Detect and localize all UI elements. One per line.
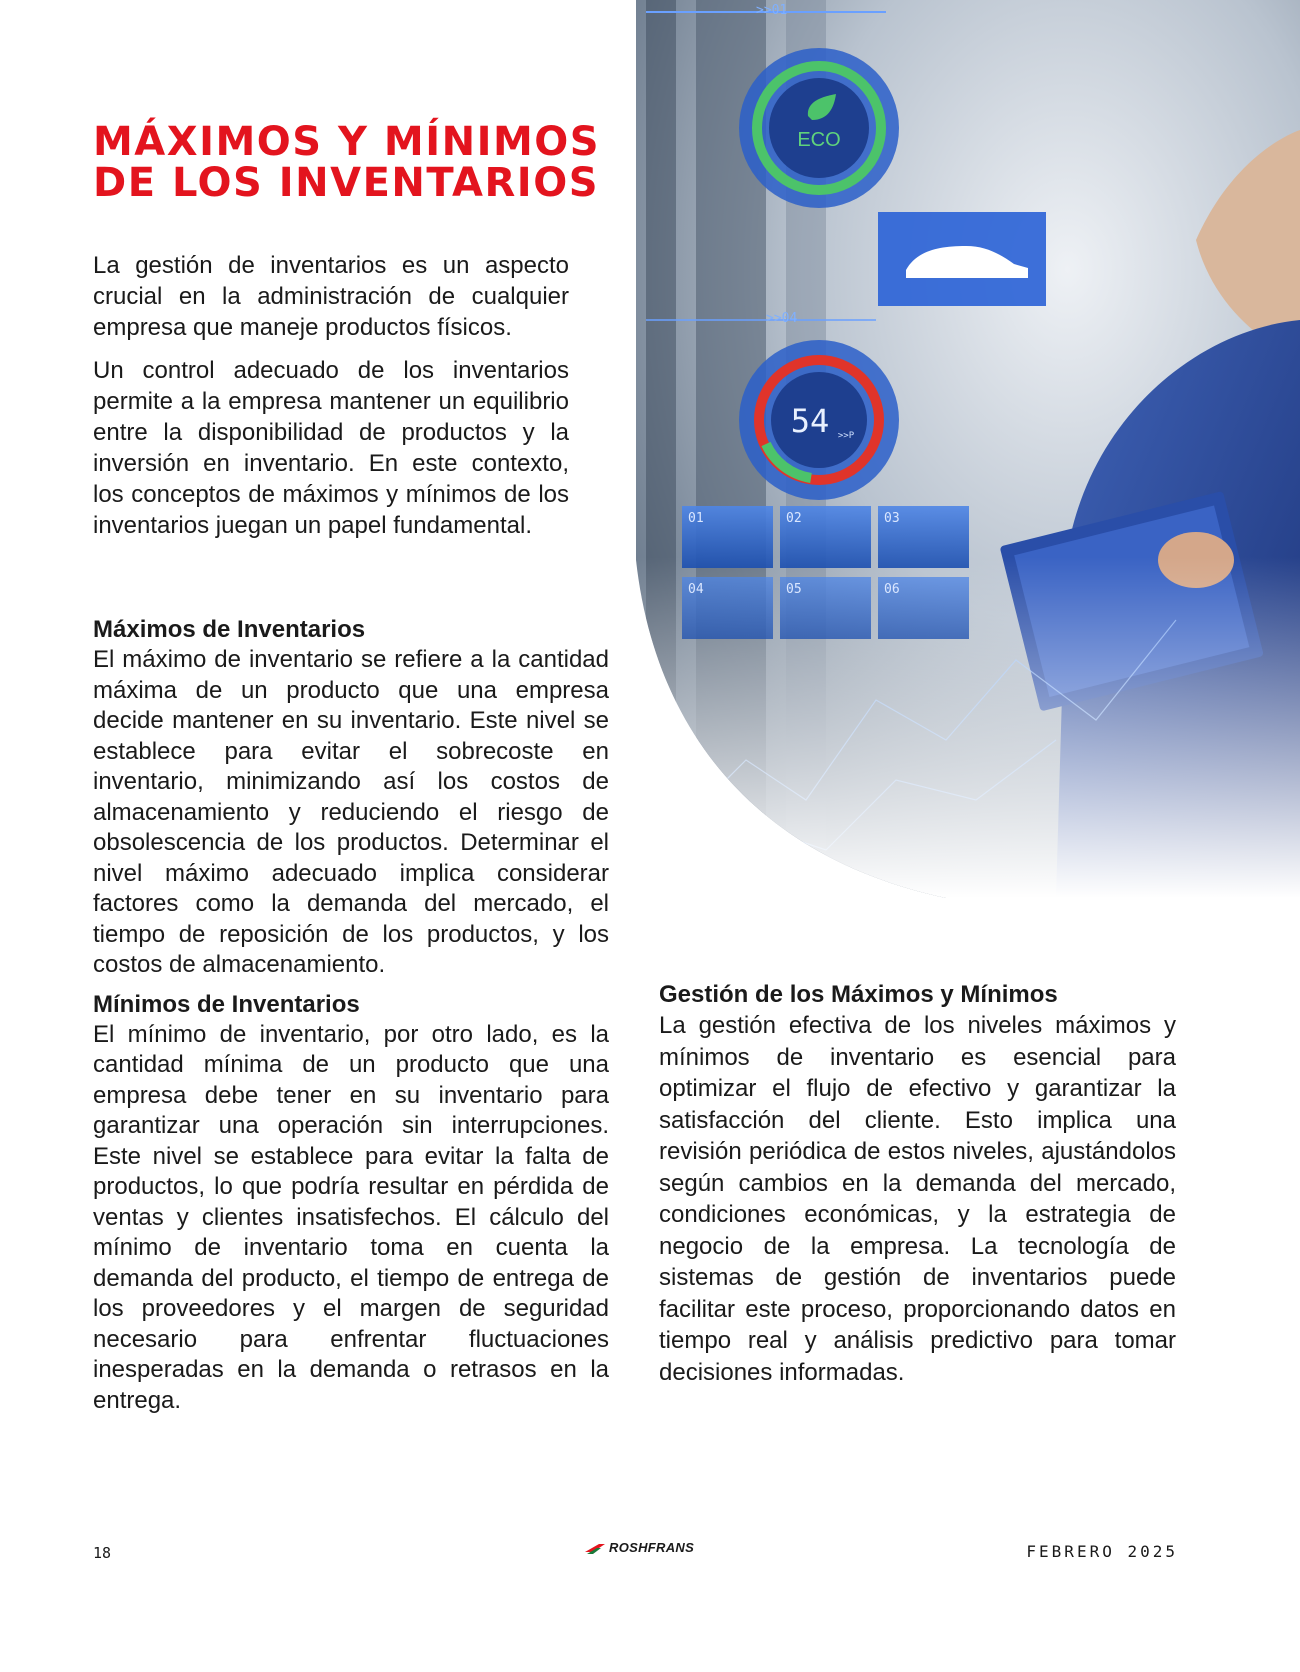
page-footer xyxy=(93,1540,1178,1568)
intro-paragraph-2: Un control adecuado de los inventarios permite a la empresa mantener un equilibrio entre la disponibilidad de productos y la inversión en inventario. En este contexto, los conceptos de máximos y mínimos de los inventarios juegan un papel fundamental. xyxy=(93,357,569,539)
tile-label-4: 04 xyxy=(688,582,704,597)
gestion-heading: Gestión de los Máximos y Mínimos xyxy=(659,981,1058,1008)
hud-code-top: >>01 xyxy=(756,3,788,18)
gestion-paragraph: La gestión efectiva de los niveles máximos y mínimos de inventario es esencial para optimizar el flujo de efectivo y garantizar la satisfacción del cliente. Esto implica una revisión periódica de estos niveles, ajustándolos según cambios en la demanda del mercado, condiciones económicas, y la estrategia de negocio de la empresa. La tecnología de sistemas de gestión de inventarios puede facilitar este proceso, proporcionando datos en tiempo real y análisis predictivo para tomar decisiones informadas. xyxy=(659,1012,1176,1386)
brand-logo xyxy=(585,1540,694,1555)
hero-illustration xyxy=(636,0,1300,898)
gauge-value: 54 xyxy=(790,402,830,440)
gauge-unit: >>P xyxy=(837,431,855,441)
speed-gauge xyxy=(739,340,899,500)
eco-gauge xyxy=(739,48,899,208)
minimos-heading: Mínimos de Inventarios xyxy=(93,990,360,1018)
intro-section xyxy=(93,250,569,553)
maximos-heading: Máximos de Inventarios xyxy=(93,616,366,643)
tile-label-5: 05 xyxy=(786,582,802,597)
brand-swoosh-icon xyxy=(585,1542,605,1554)
eco-label: ECO xyxy=(797,129,841,151)
hud-code-mid: >>04 xyxy=(766,311,798,326)
maximos-paragraph: El máximo de inventario se refiere a la cantidad máxima de un producto que una empresa decide mantener en su inventario. Este nivel se establece para evitar el sobrecoste en inventario, minimizando así los costos de almacenamiento y reduciendo el riesgo de obsolescencia de los productos. Determinar el nivel máximo adecuado implica considerar factores como la demanda del mercado, el tiempo de reposición de los productos, y los costos de almacenamiento. xyxy=(93,646,609,978)
tile-label-1: 01 xyxy=(688,511,704,526)
article-title: MÁXIMOS Y MÍNIMOS DE LOS INVENTARIOS xyxy=(93,119,601,206)
brand-name: ROSHFRANS xyxy=(609,1540,695,1555)
tile-label-2: 02 xyxy=(786,511,802,526)
tile-label-3: 03 xyxy=(884,511,900,526)
car-panel xyxy=(878,212,1046,306)
page-number: 18 xyxy=(93,1544,112,1562)
tile-label-6: 06 xyxy=(884,582,900,597)
hero-photo xyxy=(636,0,1300,898)
minimos-paragraph: El mínimo de inventario, por otro lado, es la cantidad mínima de un producto que una empresa debe tener en su inventario para garantizar una operación sin interrupciones. Este nivel se establece para evitar la falta de productos, lo que podría resultar en pérdida de ventas y clientes insatisfechos. El cálculo del mínimo de inventario toma en cuenta la demanda del producto, el tiempo de entrega de los proveedores y el margen de seguridad necesario para enfrentar fluctuaciones inesperadas en la demanda o retrasos en la entrega. xyxy=(93,1020,609,1414)
issue-date: FEBRERO 2025 xyxy=(1026,1542,1178,1561)
intro-paragraph-1: La gestión de inventarios es un aspecto crucial en la administración de cualquier empresa que maneje productos físicos. xyxy=(93,252,569,341)
left-sections xyxy=(93,614,609,1424)
gestion-section xyxy=(659,979,1176,1400)
